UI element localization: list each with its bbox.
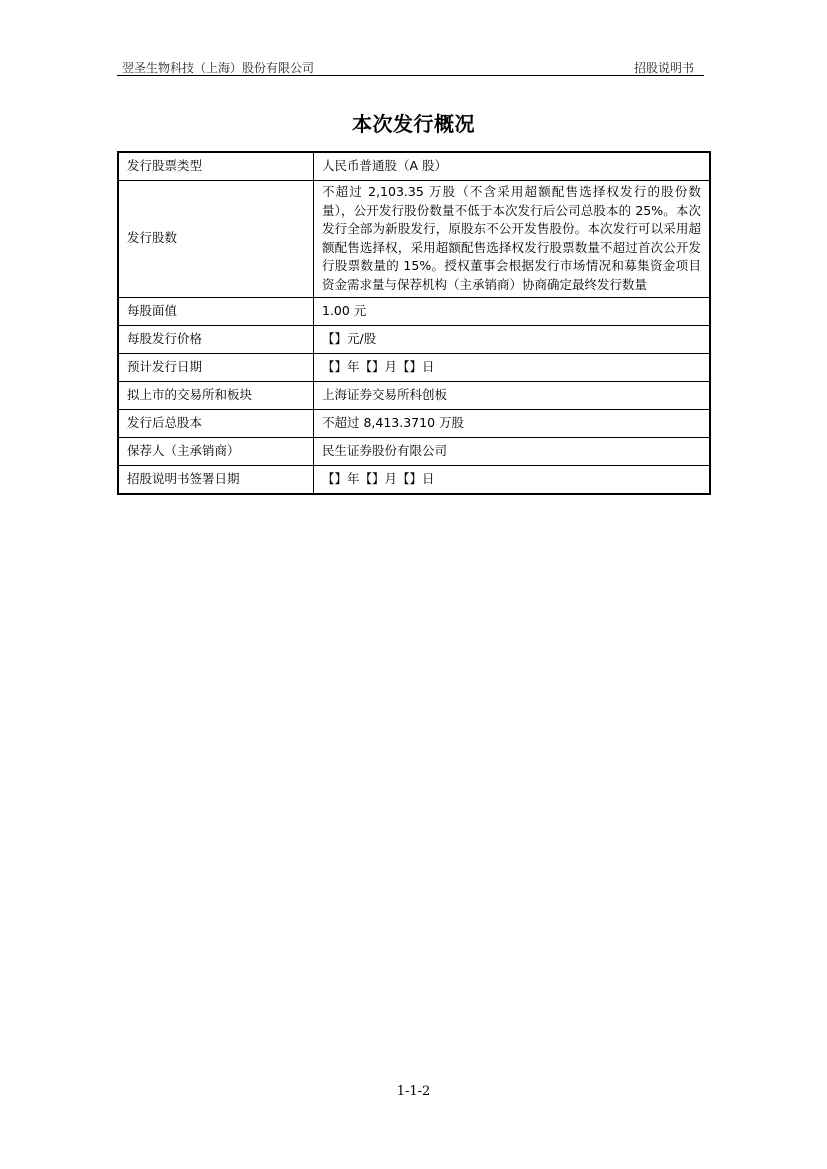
- row-value: 不超过 8,413.3710 万股: [314, 409, 711, 437]
- row-value: 【】年【】月【】日: [314, 465, 711, 494]
- row-label: 发行后总股本: [118, 409, 314, 437]
- table-row: [118, 152, 710, 181]
- table-row: [118, 409, 710, 437]
- row-value: 人民币普通股（A 股）: [314, 152, 711, 181]
- offering-summary-table: [117, 151, 711, 495]
- table-row: [118, 465, 710, 494]
- row-value: 上海证券交易所科创板: [314, 381, 711, 409]
- row-label: 发行股票类型: [118, 152, 314, 181]
- header-document-type: 招股说明书: [633, 61, 694, 75]
- header-company-name: 翌圣生物科技（上海）股份有限公司: [122, 61, 315, 75]
- header-rule: [117, 75, 704, 76]
- page-header: [120, 57, 704, 76]
- table-row: [118, 437, 710, 465]
- row-label: 发行股数: [118, 181, 314, 298]
- page-title: 本次发行概况: [352, 112, 475, 136]
- table-row: [118, 325, 710, 353]
- row-label: 每股发行价格: [118, 325, 314, 353]
- row-value: 不超过 2,103.35 万股（不含采用超额配售选择权发行的股份数量），公开发行股份数量不低于本次发行后公司总股本的 25%。本次发行全部为新股发行，原股东不公开发售股份。本次发行可以采用超额配售选择权，采用超额配售选择权发行股票数量不超过首次公开发行股票数量的 15%。授权董事会根据发行市场情况和募集资金项目资金需求量与保荐机构（主承销商）协商确定最终发行数量: [314, 181, 711, 298]
- table-row: [118, 353, 710, 381]
- row-value: 1.00 元: [314, 297, 711, 325]
- table-row: [118, 181, 710, 298]
- row-label: 拟上市的交易所和板块: [118, 381, 314, 409]
- table-row: [118, 297, 710, 325]
- row-label: 每股面值: [118, 297, 314, 325]
- page-number: 1-1-2: [396, 1084, 431, 1099]
- row-value: 【】年【】月【】日: [314, 353, 711, 381]
- row-label: 保荐人（主承销商）: [118, 437, 314, 465]
- row-label: 招股说明书签署日期: [118, 465, 314, 494]
- row-label: 预计发行日期: [118, 353, 314, 381]
- row-value: 民生证券股份有限公司: [314, 437, 711, 465]
- row-value: 【】元/股: [314, 325, 711, 353]
- table-row: [118, 381, 710, 409]
